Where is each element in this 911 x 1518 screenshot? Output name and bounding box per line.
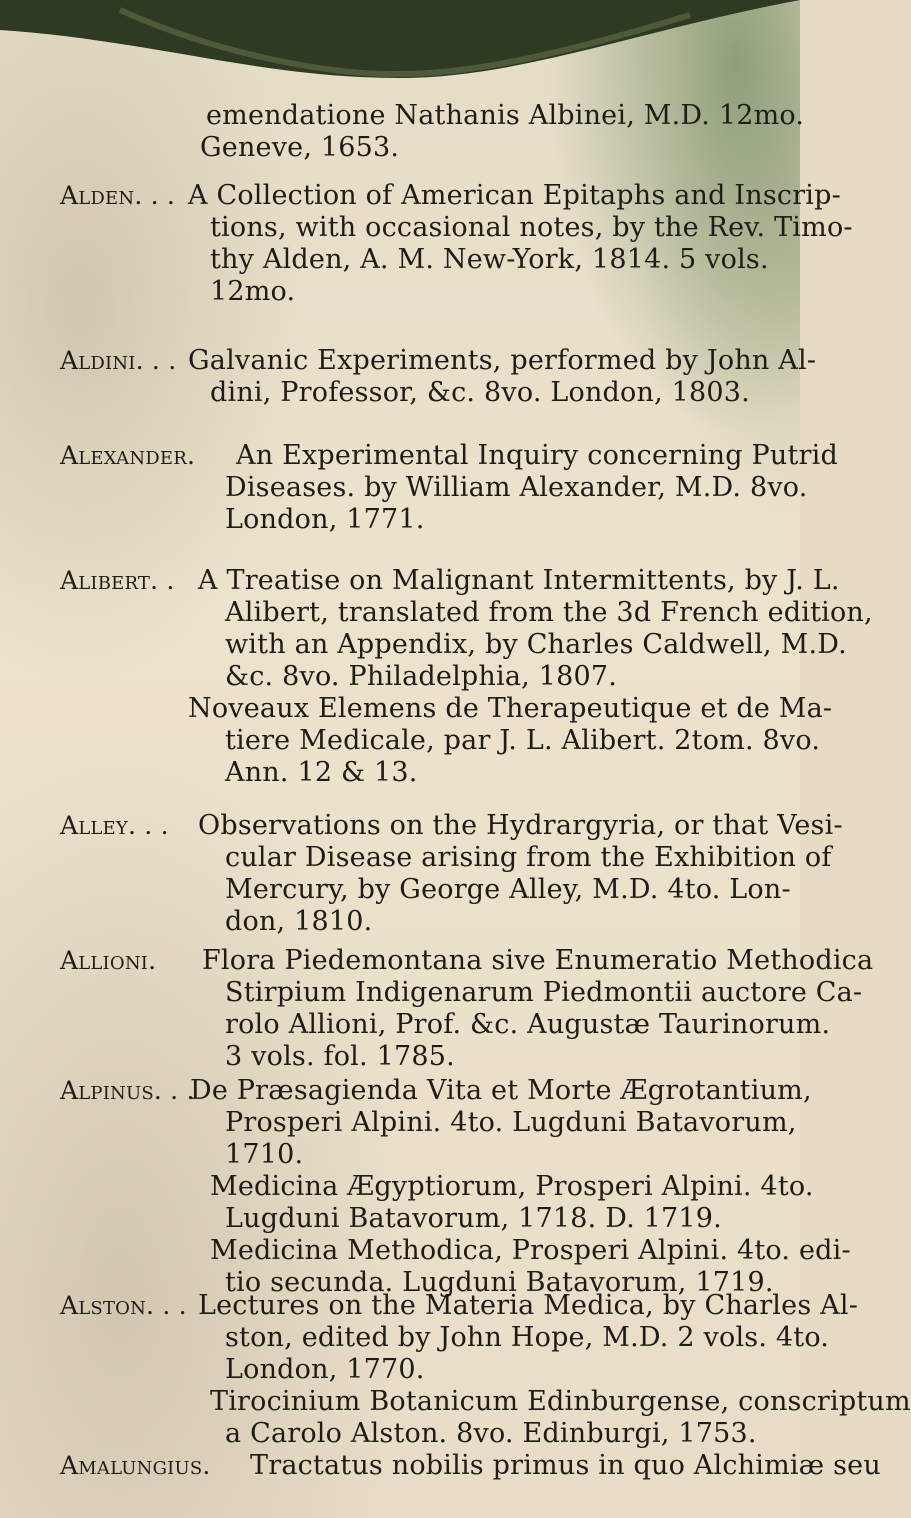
catalogue-entry-alibert xyxy=(60,565,873,789)
entry-text-line: rolo Allioni, Prof. &c. Augustæ Taurinorum. xyxy=(225,1009,831,1040)
entry-text-line: Galvanic Experiments, performed by John Al- xyxy=(188,345,817,376)
entry-text-line: An Experimental Inquiry concerning Putrid xyxy=(236,440,838,471)
entry-text-line: Lugduni Batavorum, 1718. D. 1719. xyxy=(225,1203,722,1234)
entry-text-line: Medicina Ægyptiorum, Prosperi Alpini. 4to. xyxy=(210,1171,814,1202)
entry-text-line: cular Disease arising from the Exhibition of xyxy=(225,842,832,873)
entry-text-line: with an Appendix, by Charles Caldwell, M.D. xyxy=(225,629,847,660)
entry-heading: Aldini. . . xyxy=(60,346,177,375)
entry-text-line: De Præsagienda Vita et Morte Ægrotantium, xyxy=(190,1075,812,1106)
entry-text-line: Flora Piedemontana sive Enumeratio Methodica xyxy=(202,945,874,976)
entry-heading: Alibert. . xyxy=(60,566,175,595)
entry-text-line: tiere Medicale, par J. L. Alibert. 2tom. 8vo. xyxy=(225,725,821,756)
entry-text-line: A Treatise on Malignant Intermittents, by J. L. xyxy=(198,565,840,596)
catalogue-entry-alexander xyxy=(60,440,838,536)
entry-text-line: Geneve, 1653. xyxy=(200,132,400,163)
catalogue-entry-alden xyxy=(60,180,853,308)
entry-text-line: dini, Professor, &c. 8vo. London, 1803. xyxy=(210,377,750,408)
entry-text-line: Stirpium Indigenarum Piedmontii auctore Ca- xyxy=(225,977,863,1008)
entry-text-line: Ann. 12 & 13. xyxy=(225,757,418,788)
catalogue-entry-allioni xyxy=(60,945,874,1073)
entry-text-line: Tractatus nobilis primus in quo Alchimiæ seu xyxy=(250,1450,881,1481)
entry-text-line: ston, edited by John Hope, M.D. 2 vols. 4to. xyxy=(225,1322,830,1353)
entry-heading: Allioni. xyxy=(60,946,157,975)
entry-text-line: A Collection of American Epitaphs and Inscrip- xyxy=(188,180,841,211)
entry-text-line: don, 1810. xyxy=(225,906,373,937)
catalogue-entry-amalungius xyxy=(60,1450,881,1482)
entry-text-line: Medicina Methodica, Prosperi Alpini. 4to. edi- xyxy=(210,1235,851,1266)
entry-text-line: Noveaux Elemens de Therapeutique et de Ma- xyxy=(188,693,833,724)
entry-text-line: London, 1771. xyxy=(225,504,425,535)
entry-text-line: tions, with occasional notes, by the Rev. Timo- xyxy=(210,212,853,243)
entry-text-line: Tirocinium Botanicum Edinburgense, conscriptum xyxy=(210,1386,911,1417)
entry-text-line: a Carolo Alston. 8vo. Edinburgi, 1753. xyxy=(225,1418,757,1449)
catalogue-entry-alston-continued xyxy=(60,1386,911,1450)
entry-text-line: tio secunda. Lugduni Batavorum, 1719. xyxy=(225,1267,774,1298)
torn-page-edge xyxy=(0,0,800,80)
entry-heading: Amalungius. xyxy=(60,1451,211,1480)
entry-heading: Alexander. xyxy=(60,441,196,470)
entry-text-line: 1710. xyxy=(225,1139,304,1170)
entry-heading: Alpinus. . . xyxy=(60,1076,195,1105)
entry-text-line: London, 1770. xyxy=(225,1354,425,1385)
catalogue-entry-continuation xyxy=(60,100,805,164)
entry-text-line: Alibert, translated from the 3d French edition, xyxy=(225,597,873,628)
entry-heading: Alley. . . xyxy=(60,811,169,840)
entry-heading: Alston. . . xyxy=(60,1291,187,1320)
entry-text-line: Lectures on the Materia Medica, by Charles Al- xyxy=(198,1290,859,1321)
entry-text-line: 12mo. xyxy=(210,276,296,307)
entry-text-line: Diseases. by William Alexander, M.D. 8vo. xyxy=(225,472,808,503)
entry-heading: Alden. . . xyxy=(60,181,176,210)
catalogue-entry-alston xyxy=(60,1290,859,1386)
catalogue-entry-alpinus xyxy=(60,1075,851,1299)
entry-text-line: Mercury, by George Alley, M.D. 4to. Lon- xyxy=(225,874,791,905)
entry-text-line: Prosperi Alpini. 4to. Lugduni Batavorum, xyxy=(225,1107,797,1138)
entry-text-line: emendatione Nathanis Albinei, M.D. 12mo. xyxy=(206,100,805,131)
entry-text-line: thy Alden, A. M. New-York, 1814. 5 vols. xyxy=(210,244,769,275)
entry-text-line: &c. 8vo. Philadelphia, 1807. xyxy=(225,661,617,692)
catalogue-entry-aldini xyxy=(60,345,817,409)
catalogue-entry-alley xyxy=(60,810,843,938)
entry-text-line: 3 vols. fol. 1785. xyxy=(225,1041,455,1072)
entry-text-line: Observations on the Hydrargyria, or that Vesi- xyxy=(198,810,843,841)
